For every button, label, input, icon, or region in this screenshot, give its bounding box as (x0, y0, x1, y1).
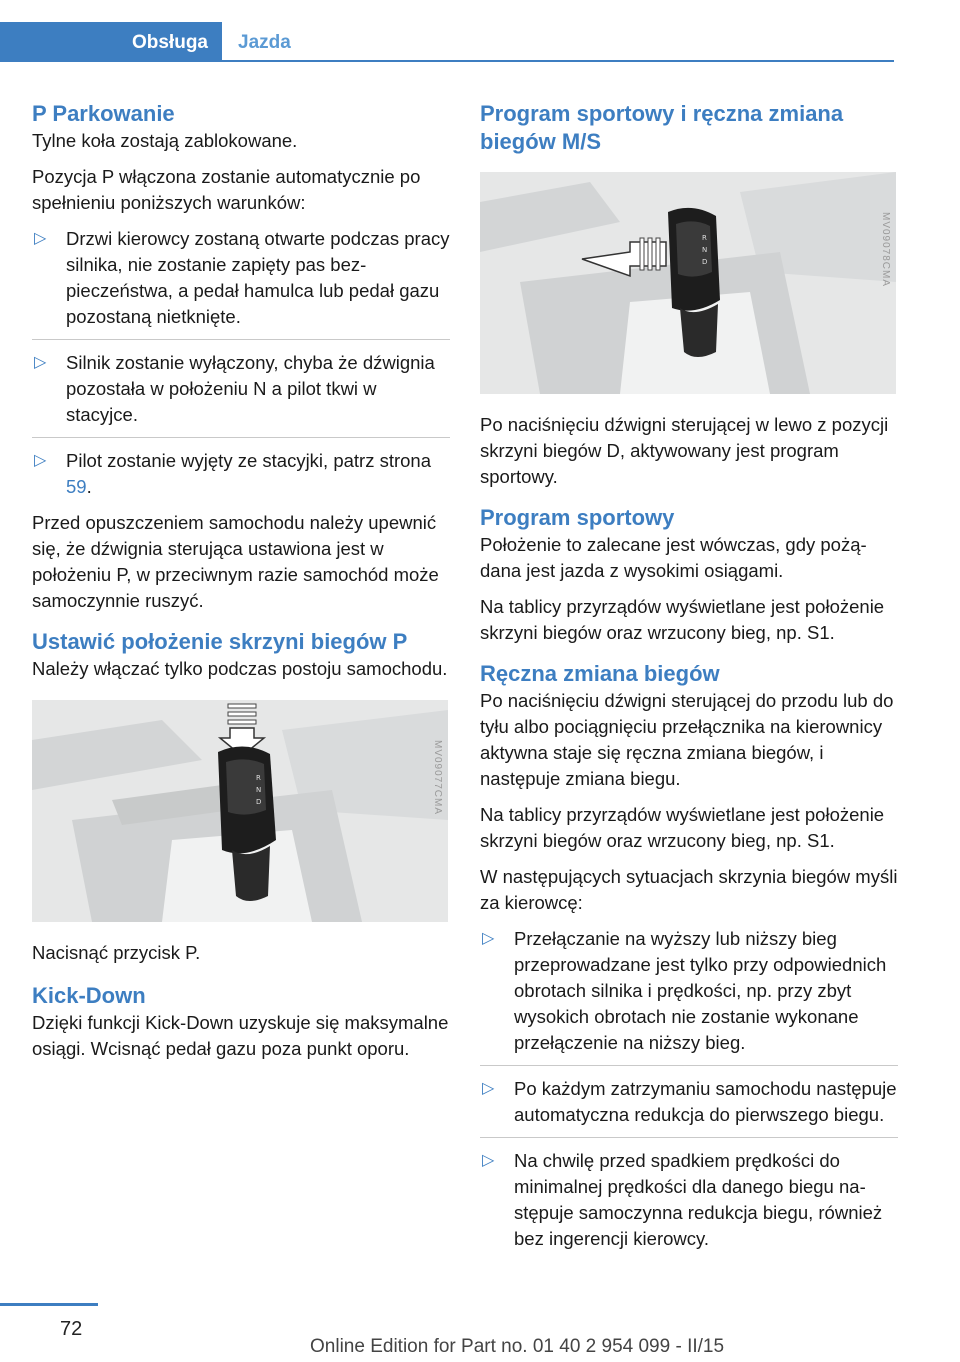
paragraph: Należy włączać tylko podczas postoju samochodu. (32, 658, 448, 679)
list-item: ▷ Pilot zostanie wyjęty ze stacyjki, patrz strona 59. (34, 450, 432, 497)
bullet-list (32, 226, 450, 500)
svg-text:N: N (702, 246, 708, 254)
list-item: ▷ Przełączanie na wyższy lub niższy bieg przeprowadzane jest tylko przy odpowiednich obrotach silnika i prędkości, np. przy zbyt wysokich obrotach nie zostanie wykonane przełączenie na niższy bieg. (480, 926, 898, 1066)
image-code: MV09077CMA (432, 740, 443, 816)
heading-sport: Program sportowy (480, 505, 675, 530)
svg-text:R: R (702, 234, 707, 242)
gear-selector-photo-p (32, 700, 448, 922)
right-column (480, 100, 898, 1262)
tab-obsluga[interactable]: Obsługa (0, 22, 222, 62)
triangle-bullet-icon: ▷ (482, 1152, 495, 1169)
heading-kick-down: Kick-Down (32, 983, 146, 1008)
left-column (32, 100, 450, 1072)
list-item: ▷ Na chwilę przed spadkiem prędkości do minimalnej prędkości dla danego biegu następuje samoczynna redukcja biegu, również bez ingerencji kierowcy. (482, 1150, 883, 1249)
triangle-bullet-icon: ▷ (482, 930, 495, 947)
list-item: ▷ Silnik zostanie wyłączony, chyba że dźwignia pozostała w położeniu N a pilot tkwi w stacyjce. (32, 350, 450, 438)
paragraph: Nacisnąć przycisk P. (32, 942, 201, 963)
paragraph: Na tablicy przyrządów wyświetlane jest położenie skrzyni biegów oraz wrzucony bieg, np. S1. (480, 804, 885, 851)
paragraph: Położenie to zalecane jest wówczas, gdy pożądana jest jazda z wysokimi osiągami. (480, 534, 867, 581)
page-number: 72 (60, 1318, 83, 1340)
list-item: ▷ Po każdym zatrzymaniu samochodu następuje automatyczna redukcja do pierwszego biegu. (480, 1076, 898, 1138)
heading-parking: P Parkowanie (32, 101, 175, 126)
heading-program: Program sportowy i ręczna zmiana biegów M/S (480, 101, 844, 154)
heading-set-p: Ustawić położenie skrzyni biegów P (32, 629, 408, 654)
tab-underline (222, 60, 894, 62)
triangle-bullet-icon: ▷ (482, 1080, 495, 1097)
footer-line (0, 1303, 98, 1306)
paragraph: Przed opuszczeniem samochodu należy upewnić się, że dźwignia sterująca ustawiona jest w położeniu P, w przeciwnym razie samochód może samoczynnie ruszyć. (32, 512, 439, 611)
triangle-bullet-icon: ▷ (34, 354, 47, 371)
triangle-bullet-icon: ▷ (34, 230, 47, 247)
bullet-list (480, 926, 898, 1252)
paragraph: Pozycja P włączona zostanie automatycznie po spełnieniu poniższych warunków: (32, 166, 421, 213)
image-code: MV09078CMA (880, 212, 891, 288)
paragraph: Na tablicy przyrządów wyświetlane jest położenie skrzyni biegów oraz wrzucony bieg, np. S1. (480, 596, 885, 643)
paragraph: W następujących sytuacjach skrzynia biegów myśli za kierowcę: (480, 866, 898, 913)
paragraph: Tylne koła zostają zablokowane. (32, 130, 298, 151)
svg-text:N: N (256, 786, 262, 794)
page-link[interactable]: 59 (66, 476, 87, 497)
svg-text:D: D (256, 798, 262, 806)
svg-text:D: D (702, 258, 708, 266)
list-item: ▷ Drzwi kierowcy zostaną otwarte podczas pracy silnika, nie zostanie zapięty pas bezpieczeństwa, a pedał hamulca lub pedał gazu pozostaną nietknięte. (32, 226, 450, 340)
header-tabs (0, 22, 960, 62)
paragraph: Po naciśnięciu dźwigni sterującej w lewo z pozycji skrzyni biegów D, aktywowany jest program sportowy. (480, 414, 889, 487)
edition-text: Online Edition for Part no. 01 40 2 954 099 - II/15 (310, 1336, 725, 1357)
paragraph: Dzięki funkcji Kick-Down uzyskuje się maksymalne osiągi. Wcisnąć pedał gazu poza punkt oporu. (32, 1012, 449, 1059)
tab-jazda[interactable]: Jazda (238, 32, 291, 53)
gear-selector-photo-ms (480, 172, 896, 394)
paragraph: Po naciśnięciu dźwigni sterującej do przodu lub do tyłu albo pociągnięciu przełącznika na kierownicy aktywna staje się ręczna zmiana biegów, i następuje zmiana biegu. (480, 690, 894, 789)
heading-manual: Ręczna zmiana biegów (480, 661, 720, 686)
svg-text:R: R (256, 774, 261, 782)
triangle-bullet-icon: ▷ (34, 452, 47, 469)
